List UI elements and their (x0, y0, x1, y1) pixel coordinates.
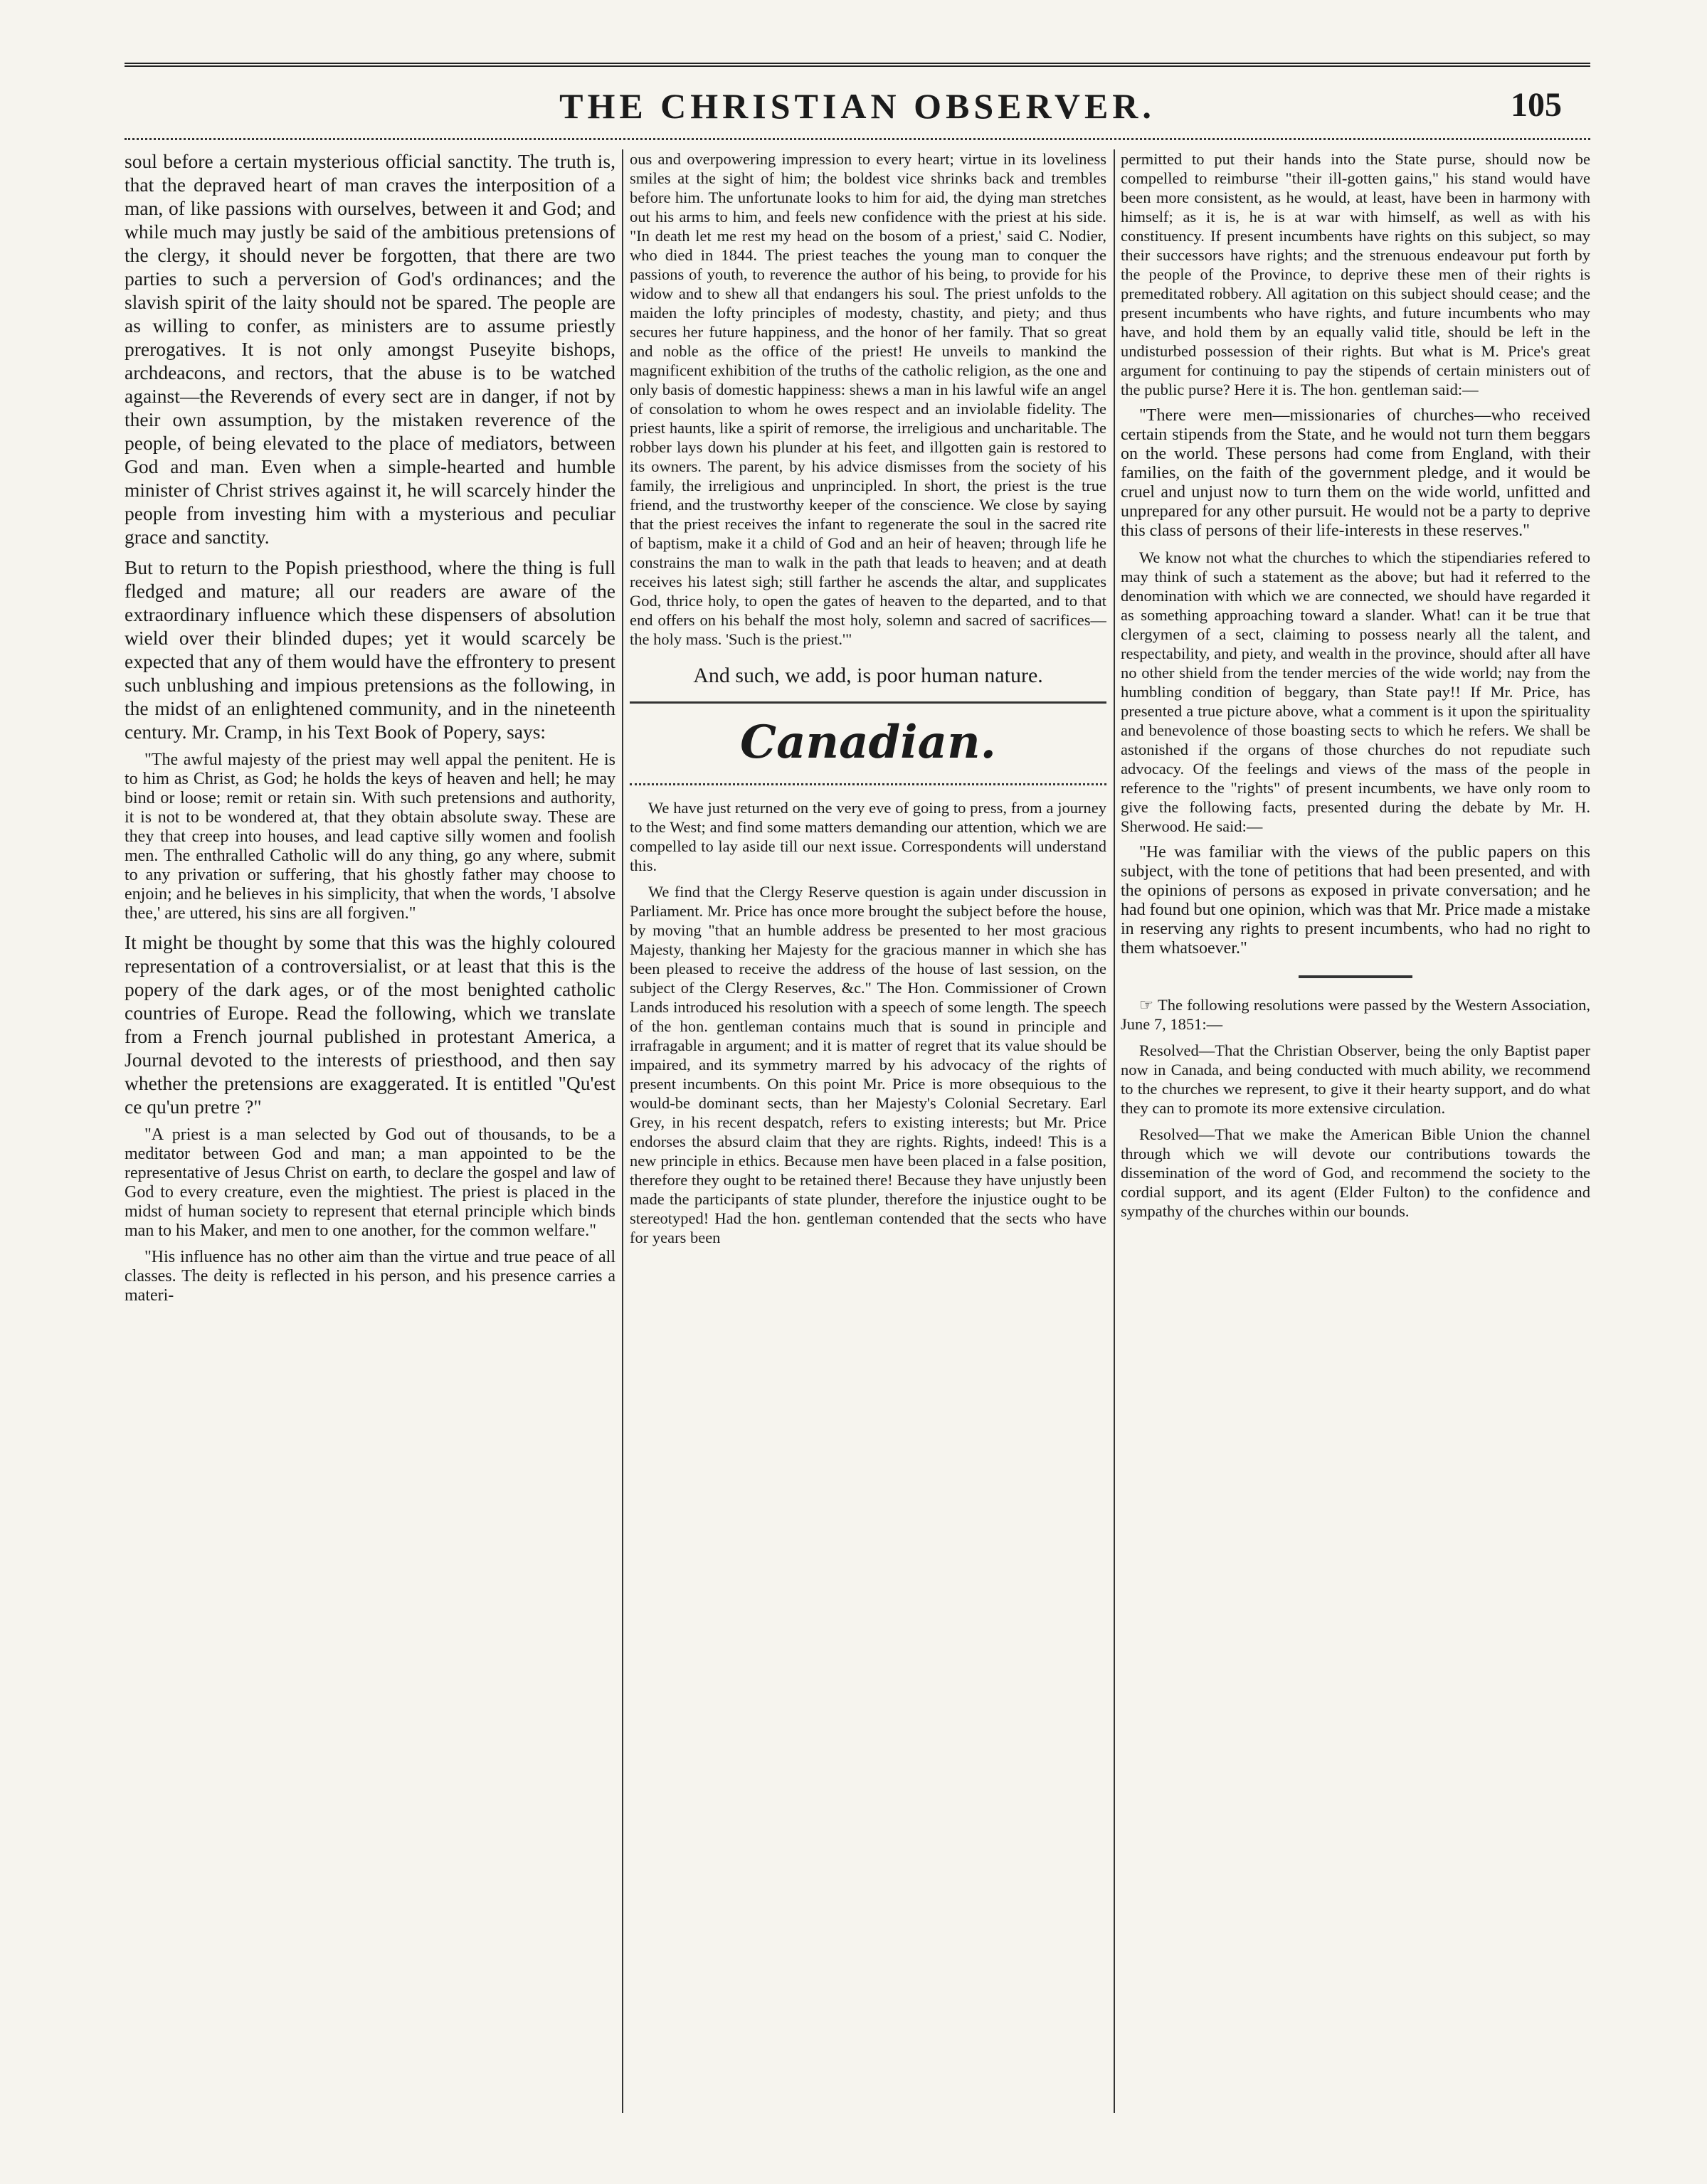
resolution: Resolved—That we make the American Bible Union the channel through which we will devote our contributions towards the dissemination of the word of God, and recommend the society to the cordial support, and its agent (Elder Fulton) to the confidence and sympathy of the churches within our bounds. (1121, 1125, 1590, 1220)
section-rule (630, 701, 1106, 704)
newspaper-page (125, 57, 1590, 2134)
page-title: THE CHRISTIAN OBSERVER. (559, 86, 1156, 126)
page-number: 105 (1511, 86, 1562, 124)
column-2 (630, 149, 1106, 2127)
paragraph: permitted to put their hands into the State purse, should now be compelled to reimburse "their ill-gotten gains," his stand would have been more consistent, as he would, at least, have been in harmony with himself; as it is, he is at war with himself, as well as with his constituency. If present incumbents have rights on this subject, so may their successors have rights; and the strenuous endeavour put forth by the people of the Province, to deprive these men of their rights is premeditated robbery. All agitation on this subject should cease; and the present incumbents who have rights, and future incumbents who may have, and hold them by an equally valid title, should be left in the undisturbed possession of their rights. But what is M. Price's great argument for continuing to pay the stipends of certain ministers out of the public purse? Here it is. The hon. gentleman said:— (1121, 150, 1590, 398)
block-quote: "The awful majesty of the priest may well appal the penitent. He is to him as Christ, as God; he holds the keys of heaven and hell; he may bind or loose; remit or retain sin. With such pretensions and authority, it is not to be wondered at, that they obtain absolute sway. These are they that creep into houses, and lead captive silly women and foolish men. The enthralled Catholic will do any thing, go any where, submit to any privation or suffering, that his ghostly father may choose to enjoin; and he believes in his simplicity, that when the words, 'I absolve thee,' are uttered, his sins are all forgiven." (125, 751, 615, 923)
column-3 (1121, 149, 1590, 2127)
top-rule (125, 63, 1590, 67)
paragraph: But to return to the Popish priesthood, where the thing is full fledged and mature; all our readers are aware of the extraordinary influence which these dispensers of absolution wield over their blinded dupes; yet it would scarcely be expected that any of them would have the effrontery to present such unblushing and impious pretensions as the following, in the midst of an enlightened community, and in the nineteenth century. Mr. Cramp, in his Text Book of Popery, says: (125, 556, 615, 743)
block-quote: ous and overpowering impression to every heart; virtue in its loveliness smiles at the sight of him; the boldest vice shrinks back and trembles before him. The unfortunate looks to him for aid, the dying man stretches out his arms to him, and feels new confidence with the priest at his side. "In death let me rest my head on the bosom of a priest,' said C. Nodier, who died in 1844. The priest teaches the young man to conquer the passions of youth, to reverence the author of his being, to provide for his widow and to shew all that endangers his soul. The priest unfolds to the maiden the lofty principles of modesty, chastity, and piety; and thus secures her future happiness, and the honor of her family. That so great and noble as the office of the priest! He unveils to mankind the magnificent exhibition of the truths of the catholic religion, as the one and only basis of domestic happiness: shews a man in his lawful wife an angel of consolation to whom he owes respect and an inviolable fidelity. The priest haunts, like a spirit of remorse, the irreligious and uncharitable. The robber lays down his plunder at his feet, and illgotten gain is restored to its owners. The parent, by his advice dismisses from the society of his family, the irreligious and unprincipled. In short, the priest is the true friend, and the trustworthy keeper of the conscience. We close by saying that the priest receives the infant to regenerate the soul in the sacred rite of baptism, make it a child of God and an heir of heaven; through life he constrains the man to walk in the path that leads to heaven; and at death receives his latest sigh; still farther he ascends the altar, and supplicates God, thrice holy, to open the gates of heaven to the departed, and to that end offers on his behalf the most holy, solemn and sacred of sacrifices—the holy mass. 'Such is the priest.'" (630, 150, 1106, 648)
column-1 (125, 149, 615, 2127)
paragraph: We find that the Clergy Reserve question is again under discussion in Parliament. Mr. Price has once more brought the subject before the house, by moving "that an humble address be presented to her most gracious Majesty, thanking her Majesty for the gracious manner in which she has been pleased to receive the address of the house of last session, on the subject of the Clergy Reserves, &c." The Hon. Commissioner of Crown Lands introduced his resolution with a speech of some length. The speech of the hon. gentleman contains much that is sound in principle and irrafragable in argument; and it is matter of regret that its value should be impaired, and its symmetry marred by his advocacy of the rights of present incumbents. On this point Mr. Price is more obsequious to the would-be dominant sects, than her Majesty's Colonial Secretary. Earl Grey, in his recent despatch, refers to existing interests; but Mr. Price endorses the absurd claim that they are rights. Rights, indeed! This is a new principle in ethics. Because men have been placed in a false position, therefore they ought to be retained there! Because they have unjustly been made the participants of state plunder, therefore the injustice ought to be stereotyped! Had the hon. gentleman contended that the sects who have for years been (630, 883, 1106, 1246)
closing-line: And such, we add, is poor human nature. (693, 664, 1043, 687)
section-heading: Canadian. (740, 716, 996, 769)
header-rule (125, 138, 1590, 143)
paragraph: We know not what the churches to which the stipendiaries refered to may think of such a statement as the above; but had it referred to the denomination with which we are connected, we should have regarded it as something approaching toward a slander. What! can it be true that clergymen of a sect, claiming to possess nearly all the talent, and respectability, and piety, and wealth in the province, should after all have no other shield from the tender mercies of the wide world; nay from the humbling condition of beggary, than State pay!! If Mr. Price, has presented a true picture above, what a comment is it upon the spirituality and benevolence of those boasting sects to which he refers. We shall be astonished if the organs of those churches do not repudiate such advocacy. Of the feelings and views of the mass of the people in reference to the "rights" of present incumbents, we have only room to give the following facts, presented during the debate by Mr. H. Sherwood. He said:— (1121, 548, 1590, 835)
paragraph: We have just returned on the very eve of going to press, from a journey to the West; and find some matters demanding our attention, which we are compelled to lay aside till our next issue. Correspondents will understand this. (630, 799, 1106, 874)
column-divider (1114, 149, 1115, 2113)
block-quote: "He was familiar with the views of the public papers on this subject, with the tone of petitions that had been presented, and with the opinions of persons as exposed in private conversation; and he had found but one opinion, which was that Mr. Price made a mistake in reserving any rights to present incumbents, who had no right to them whatsoever." (1121, 843, 1590, 958)
page-header (125, 85, 1590, 135)
paragraph: soul before a certain mysterious official sanctity. The truth is, that the depraved heart of man craves the interposition of a man, of like passions with ourselves, between it and God; and while much may justly be said of the ambitious pretensions of the clergy, it should never be forgotten, that there are two parties to such a perversion of God's ordinances; and the slavish spirit of the laity should not be spared. The people are as willing to confer, as ministers are to assume priestly prerogatives. It is not only amongst Puseyite bishops, archdeacons, and rectors, that the abuse is to be watched against—the Reverends of every sect are in danger, if not by their own assumption, by the mistaken reverence of the people, of being elevated to the place of mediators, between God and man. Even when a simple-hearted and humble minister of Christ strives against it, he will scarcely hinder the people from investing him with a mysterious and peculiar grace and sanctity. (125, 150, 615, 548)
block-quote: "There were men—missionaries of churches—who received certain stipends from the State, and he would not turn them beggars on the world. These persons had come from England, with their families, on the faith of the government pledge, and it would be cruel and unjust now to turn them on the wide world, unfitted and unprepared for any other pursuit. He would not be a party to deprive this class of persons of their life-interests in these reserves." (1121, 406, 1590, 540)
section-rule (630, 783, 1106, 785)
resolution: Resolved—That the Christian Observer, being the only Baptist paper now in Canada, and being conducted with much ability, we recommend to the churches we represent, to give it their hearty support, and do what they can to promote its more extensive circulation. (1121, 1041, 1590, 1117)
column-divider (622, 149, 623, 2113)
notice: ☞ The following resolutions were passed by the Western Association, June 7, 1851:— (1121, 996, 1590, 1033)
block-quote: "A priest is a man selected by God out of thousands, to be a meditator between God and man; a man appointed to be the representative of Jesus Christ on earth, to declare the gospel and law of God to every creature, even the mightiest. The priest is placed in the midst of human society to represent that eternal principle which binds man to his Maker, and men to one another, for the common welfare." (125, 1125, 615, 1240)
block-quote: "His influence has no other aim than the virtue and true peace of all classes. The deity is reflected in his person, and his presence carries a materi- (125, 1248, 615, 1305)
divider (1299, 975, 1412, 978)
paragraph: It might be thought by some that this was the highly coloured representation of a controversialist, or at least that this is the popery of the dark ages, or of the most benighted catholic countries of Europe. Read the following, which we translate from a French journal published in protestant America, a Journal devoted to the interests of priesthood, and then say whether the pretensions are exaggerated. It is entitled "Qu'est ce qu'un pretre ?" (125, 931, 615, 1118)
